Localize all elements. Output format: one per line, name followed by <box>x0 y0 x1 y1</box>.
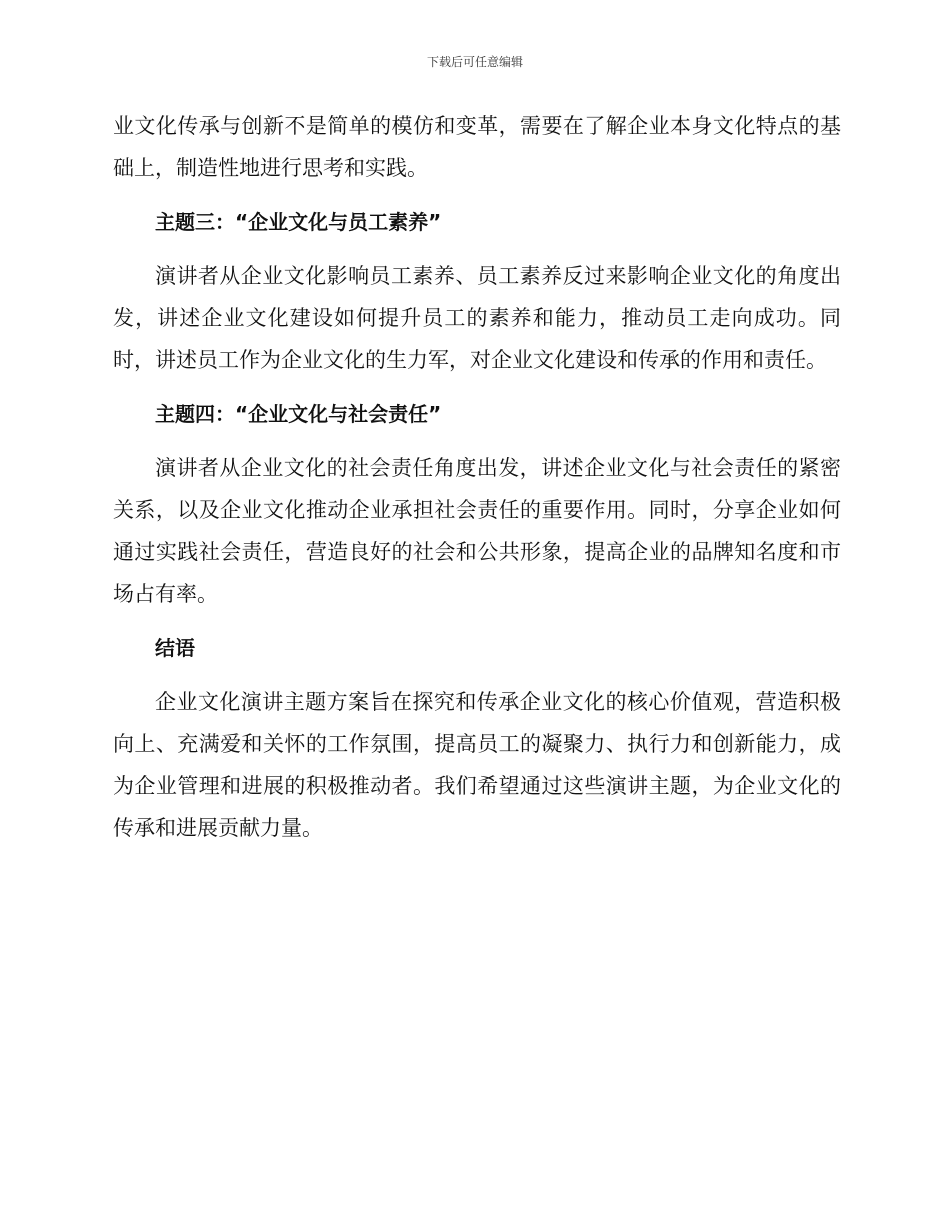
section-heading-theme-three: 主题三：“企业文化与员工素养” <box>155 210 442 234</box>
document-body <box>113 105 841 861</box>
page-header-note: 下载后可任意编辑 <box>426 55 523 69</box>
section-heading-conclusion: 结语 <box>155 636 195 660</box>
section-heading-theme-four: 主题四：“企业文化与社会责任” <box>155 402 442 426</box>
paragraph-theme-three: 演讲者从企业文化影响员工素养、员工素养反过来影响企业文化的角度出发，讲述企业文化建设如何提升员工的素养和能力，推动员工走向成功。同时，讲述员工作为企业文化的生力军，对企业文化建设和传承的作用和责任。 <box>113 264 841 372</box>
paragraph-theme-four: 演讲者从企业文化的社会责任角度出发，讲述企业文化与社会责任的紧密关系，以及企业文化推动企业承担社会责任的重要作用。同时，分享企业如何通过实践社会责任，营造良好的社会和公共形象，提高企业的品牌知名度和市场占有率。 <box>113 456 841 606</box>
paragraph-conclusion: 企业文化演讲主题方案旨在探究和传承企业文化的核心价值观，营造积极向上、充满爱和关怀的工作氛围，提高员工的凝聚力、执行力和创新能力，成为企业管理和进展的积极推动者。我们希望通过这些演讲主题，为企业文化的传承和进展贡献力量。 <box>113 690 841 840</box>
paragraph-continuation: 业文化传承与创新不是简单的模仿和变革，需要在了解企业本身文化特点的基础上，制造性地进行思考和实践。 <box>113 114 841 180</box>
